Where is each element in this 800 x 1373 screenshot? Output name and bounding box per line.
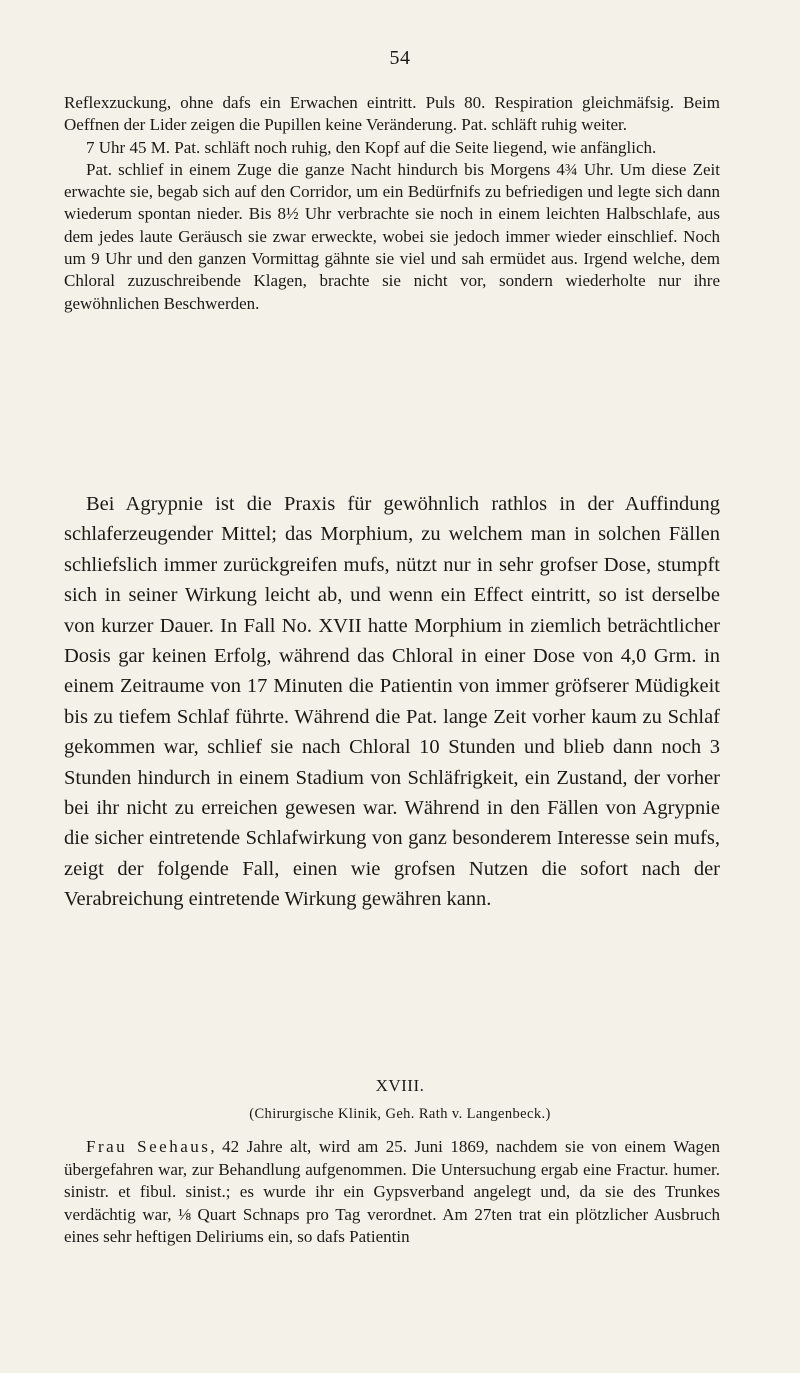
case-text: , 42 Jahre alt, wird am 25. Juni 1869, nachdem sie von einem Wagen übergefahren war, zur Behandlung aufgenommen. Die Untersuchung ergab eine Fractur. humer. sinistr. et fibul. sinist.; es wurde ihr ein Gypsverband angelegt und, da sie des Trunkes verdächtig war, ⅛ Quart Schnaps pro Tag verordnet. Am 27ten trat ein plötzlicher Ausbruch eines sehr heftigen Deliriums ein, so dafs Patientin (64, 1137, 720, 1247)
patient-name: Frau Seehaus (86, 1137, 211, 1156)
case-report (64, 1136, 720, 1249)
case-observation-notes (64, 92, 720, 315)
paragraph: 7 Uhr 45 M. Pat. schläft noch ruhig, den Kopf auf die Seite liegend, wie anfänglich. (86, 137, 657, 157)
case-paragraph (64, 1136, 720, 1249)
discussion-paragraph: Bei Agrypnie ist die Praxis für gewöhnlich rathlos in der Auffindung schlaferzeugender Mittel; das Morphium, zu welchem man in solchen Fällen schliefslich immer zurückgreifen mufs, nützt nur in sehr grofser Dose, stumpft sich in seiner Wirkung leicht ab, und wenn ein Effect eintritt, so ist derselbe von kurzer Dauer. In Fall No. XVII hatte Morphium in ziemlich beträchtlicher Dosis gar keinen Erfolg, während das Chloral in einer Dose von 4,0 Grm. in einem Zeitraume von 17 Minuten die Patientin von immer gröfserer Müdigkeit bis zu tiefem Schlaf führte. Während die Pat. lange Zeit vorher kaum zu Schlaf gekommen war, schlief sie nach Chloral 10 Stunden und blieb dann noch 3 Stunden hindurch in einem Stadium von Schläfrigkeit, ein Zustand, der vorher bei ihr nicht zu erreichen gewesen war. Während in den Fällen von Agrypnie die sicher eintretende Schlafwirkung von ganz besonderem Interesse sein mufs, zeigt der folgende Fall, einen wie grofsen Nutzen die sofort nach der Verabreichung eintretende Wirkung gewähren kann. (64, 493, 720, 911)
discussion-section (64, 489, 720, 915)
case-number-heading: XVIII. (375, 1076, 425, 1095)
case-clinic-subheading: (Chirurgische Klinik, Geh. Rath v. Langenbeck.) (249, 1106, 551, 1122)
page-number: 54 (389, 47, 411, 69)
paragraph: Reflexzuckung, ohne dafs ein Erwachen eintritt. Puls 80. Respiration gleichmäfsig. Beim Oeffnen der Lider zeigen die Pupillen keine Veränderung. Pat. schläft ruhig weiter. (64, 93, 720, 135)
paragraph: Pat. schlief in einem Zuge die ganze Nacht hindurch bis Morgens 4¾ Uhr. Um diese Zeit erwachte sie, begab sich auf den Corridor, um ein Bedürfnifs zu befriedigen und legte sich dann wiederum spontan nieder. Bis 8½ Uhr verbrachte sie noch in einem leichten Halbschlafe, aus dem jedes laute Geräusch sie zwar erweckte, wobei sie jedoch immer wieder einschlief. Noch um 9 Uhr und den ganzen Vormittag gähnte sie viel und sah ermüdet aus. Irgend welche, dem Chloral zuzuschreibende Klagen, brachte sie nicht vor, sondern wiederholte nur ihre gewöhnlichen Beschwerden. (64, 159, 720, 313)
